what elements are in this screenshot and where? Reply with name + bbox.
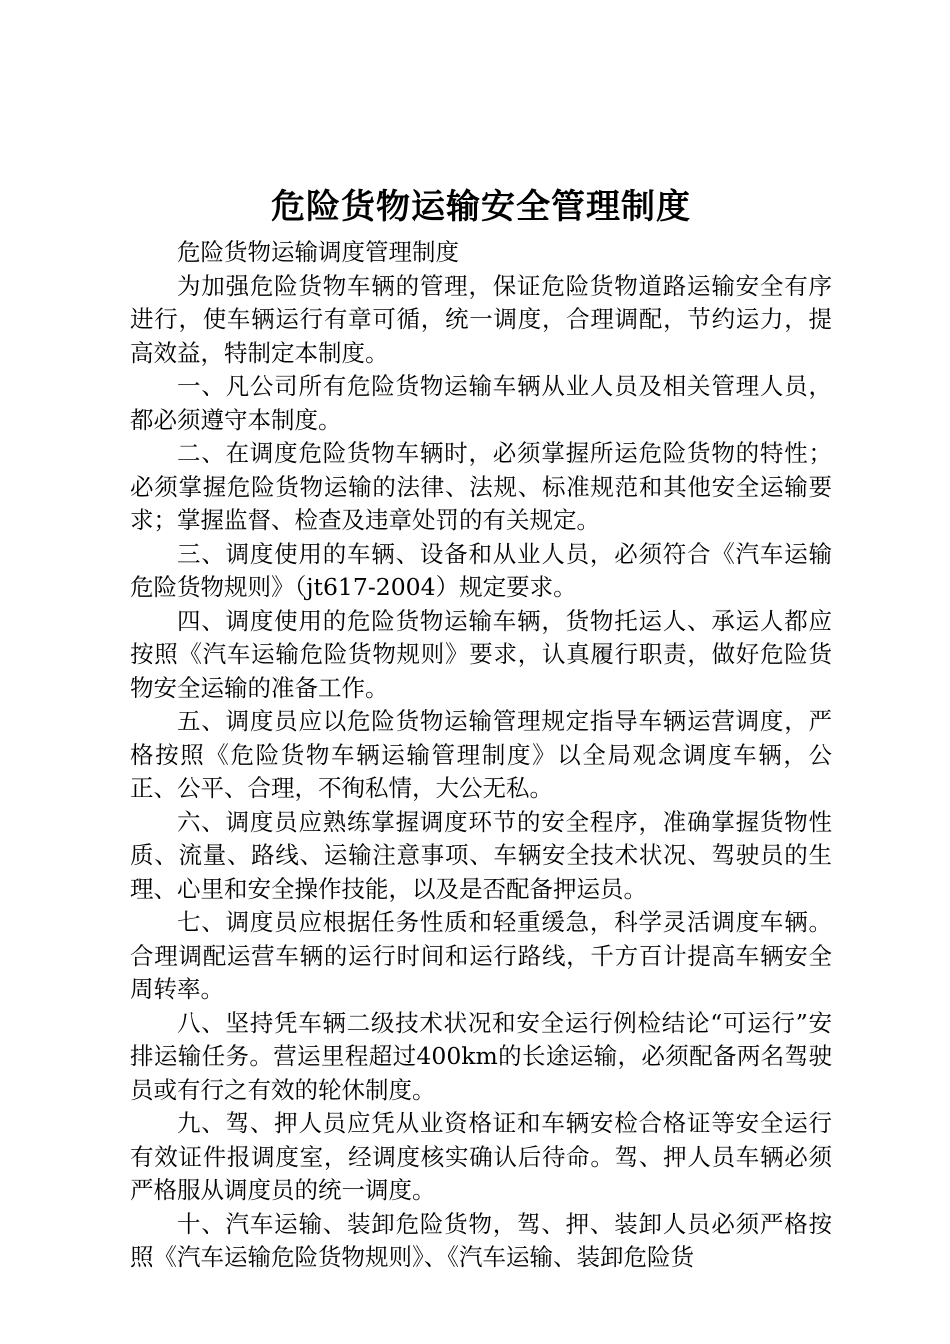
paragraph-item-8: 八、坚持凭车辆二级技术状况和安全运行例检结论“可运行”安排运输任务。营运里程超过400km的长途运输，必须配备两名驾驶员或有行之有效的轮休制度。 <box>130 1008 832 1104</box>
paragraph-item-3: 三、调度使用的车辆、设备和从业人员，必须符合《汽车运输危险货物规则》（jt617-2004）规定要求。 <box>130 539 832 601</box>
paragraph-item-2: 二、在调度危险货物车辆时，必须掌握所运危险货物的特性；必须掌握危险货物运输的法律、法规、标准规范和其他安全运输要求；掌握监督、检查及违章处罚的有关规定。 <box>130 439 832 534</box>
paragraph-intro: 为加强危险货物车辆的管理，保证危险货物道路运输安全有序进行，使车辆运行有章可循，统一调度，合理调配，节约运力，提高效益，特制定本制度。 <box>130 271 832 367</box>
paragraph-item-1: 一、凡公司所有危险货物运输车辆从业人员及相关管理人员，都必须遵守本制度。 <box>130 372 832 434</box>
paragraph-item-5: 五、调度员应以危险货物运输管理规定指导车辆运营调度，严格按照《危险货物车辆运输管理制度》以全局观念调度车辆，公正、公平、合理，不徇私情，大公无私。 <box>130 707 832 802</box>
paragraph-item-6: 六、调度员应熟练掌握调度环节的安全程序，准确掌握货物性质、流量、路线、运输注意事项、车辆安全技术状况、驾驶员的生理、心里和安全操作技能，以及是否配备押运员。 <box>130 807 832 903</box>
document-page <box>130 182 832 1275</box>
paragraph-item-7: 七、调度员应根据任务性质和轻重缓急，科学灵活调度车辆。合理调配运营车辆的运行时间和运行路线，千方百计提高车辆安全周转率。 <box>130 908 832 1003</box>
paragraph-item-4: 四、调度使用的危险货物运输车辆，货物托运人、承运人都应按照《汽车运输危险货物规则》要求，认真履行职责，做好危险货物安全运输的准备工作。 <box>130 606 832 702</box>
paragraph-item-9: 九、驾、押人员应凭从业资格证和车辆安检合格证等安全运行有效证件报调度室，经调度核实确认后待命。驾、押人员车辆必须严格服从调度员的统一调度。 <box>130 1109 832 1204</box>
document-title: 危险货物运输安全管理制度 <box>271 187 691 227</box>
section-heading: 危险货物运输调度管理制度 <box>177 238 459 266</box>
paragraph-item-10: 十、汽车运输、装卸危险货物，驾、押、装卸人员必须严格按照《汽车运输危险货物规则》、《汽车运输、装卸危险货 <box>130 1209 832 1271</box>
